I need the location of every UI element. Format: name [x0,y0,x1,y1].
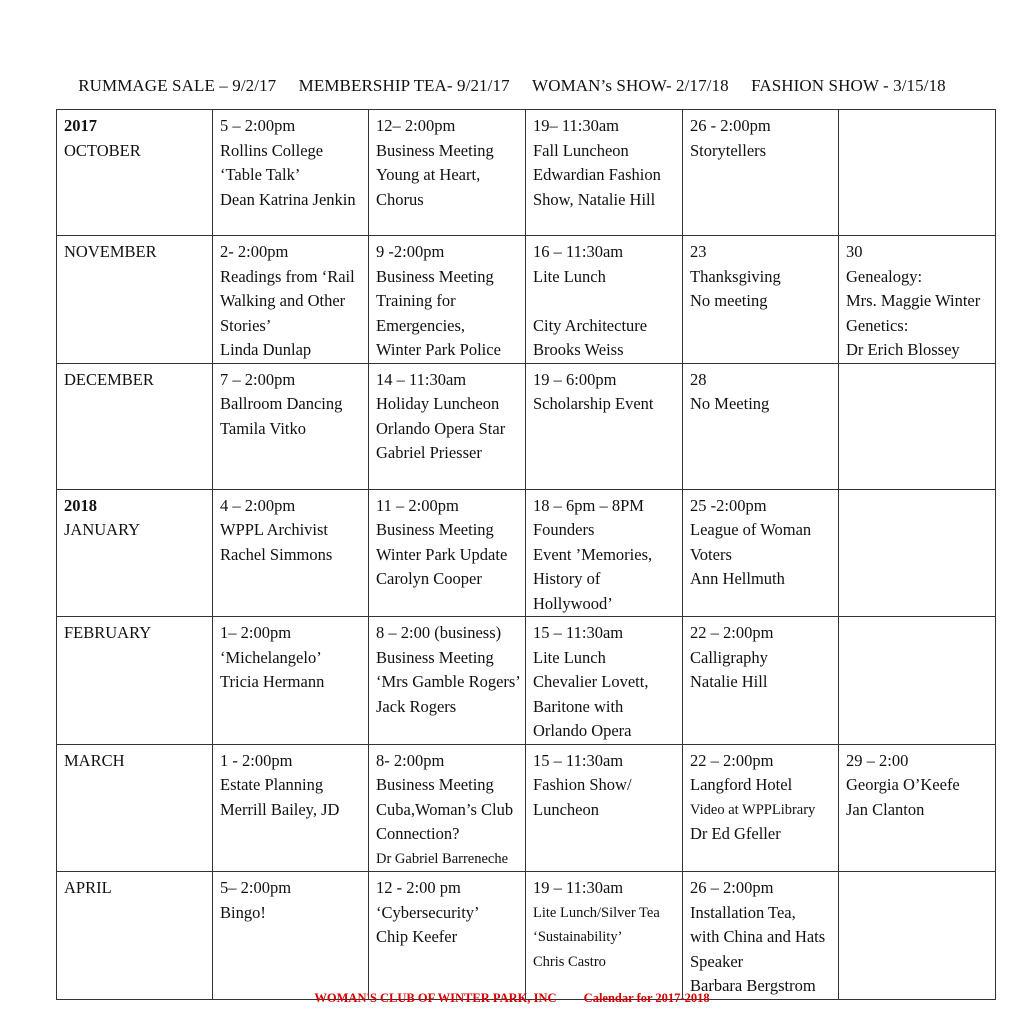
event-date-time: 19 – 6:00pm [533,369,617,389]
event-detail-line: Emergencies, [376,315,466,335]
calendar-table [56,109,996,1000]
event-detail-line: Winter Park Police [376,340,501,359]
event-detail-line: Jack Rogers [376,696,457,716]
event-cell [839,110,996,236]
year-label: 2017 [64,116,97,135]
event-detail-line: Stories’ [220,315,272,335]
event-detail-line: Langford Hotel [690,775,793,794]
month-label: APRIL [64,878,112,897]
event-detail-line: Jan Clanton [846,799,925,819]
event-detail-line: Business Meeting [376,520,494,539]
event-date-time: 11 – 2:00pm [376,495,459,515]
event-date-time: 16 – 11:30am [533,242,624,261]
event-detail-line: Orlando Opera Star [376,418,506,438]
event-date-time: 14 – 11:30am [376,369,467,389]
event-cell [839,617,996,745]
event-cell [683,872,839,1000]
event-cell [683,744,839,872]
event-cell [369,872,526,1000]
event-detail-line: Chris Castro [533,953,606,970]
month-cell [57,489,213,617]
event-detail-line: Mrs. Maggie Winter [846,291,981,310]
calendar-row [57,617,996,745]
event-cell [369,617,526,745]
event-detail-line: Chorus [376,189,424,209]
calendar-row [57,872,996,1000]
event-date-time: 30 [846,242,863,261]
event-detail-line: Calligraphy [690,647,768,667]
event-detail-line: Fashion Show/ [533,775,632,794]
event-detail-line: Luncheon [533,799,599,819]
event-date-time: 8- 2:00pm [376,750,445,770]
event-cell [369,110,526,236]
header-item: WOMAN’s SHOW- 2/17/18 [532,76,729,95]
event-date-time: 23 [690,242,707,261]
event-detail-line: Business Meeting [376,140,494,160]
event-date-time: 26 - 2:00pm [690,116,771,135]
month-cell [57,744,213,872]
event-detail-line: Chevalier Lovett, [533,672,649,691]
event-detail-line: Speaker [690,951,744,971]
event-cell [839,872,996,1000]
event-date-time: 1 - 2:00pm [220,750,293,770]
event-date-time: 5– 2:00pm [220,878,292,897]
event-date-time: 29 – 2:00 [846,750,909,770]
event-cell [213,617,369,745]
event-detail-line: Holiday Luncheon [376,394,500,413]
footer [0,991,1024,1006]
event-date-time: 19 – 11:30am [533,878,624,897]
event-detail-line: WPPL Archivist [220,520,329,539]
event-detail-line: Gabriel Priesser [376,443,482,462]
event-detail-line: Edwardian Fashion [533,165,661,184]
month-cell [57,617,213,745]
month-label: DECEMBER [64,369,154,389]
event-detail-line: Carolyn Cooper [376,569,482,588]
event-detail-line: Business Meeting [376,266,494,286]
month-label: OCTOBER [64,140,141,160]
event-date-time: 15 – 11:30am [533,623,624,642]
event-date-time: 18 – 6pm – 8PM [533,495,644,515]
event-detail-line: Training for [376,291,456,310]
event-date-time: 12– 2:00pm [376,116,456,135]
event-cell [526,236,683,364]
event-cell [369,744,526,872]
event-cell [526,617,683,745]
event-date-time: 22 – 2:00pm [690,623,774,642]
event-cell [683,110,839,236]
event-detail-line: Tricia Hermann [220,672,325,691]
event-detail-line: Genetics: [846,315,909,335]
event-cell [839,744,996,872]
month-label: NOVEMBER [64,242,157,261]
event-cell [526,744,683,872]
month-label: FEBRUARY [64,623,152,642]
event-detail-line: Linda Dunlap [220,340,312,359]
event-date-time: 1– 2:00pm [220,623,292,642]
event-date-time: 9 -2:00pm [376,242,445,261]
month-cell [57,872,213,1000]
event-date-time: 5 – 2:00pm [220,116,296,135]
event-date-time: 28 [690,369,707,389]
event-cell [526,363,683,489]
event-date-time: 22 – 2:00pm [690,750,774,770]
month-label: MARCH [64,750,125,770]
event-cell [213,872,369,1000]
event-detail-line: Barbara Bergstrom [690,976,816,995]
month-cell [57,110,213,236]
event-detail-line: ‘Sustainability’ [533,929,623,945]
event-detail-line: Business Meeting [376,647,494,667]
event-detail-line: Orlando Opera [533,721,632,740]
event-cell [839,489,996,617]
event-detail-line: Estate Planning [220,775,324,794]
event-detail-line: Storytellers [690,140,767,160]
event-cell [683,363,839,489]
event-date-time: 25 -2:00pm [690,495,767,515]
event-cell [213,236,369,364]
event-detail-line: Dean Katrina Jenkin [220,189,356,209]
calendar-row [57,489,996,617]
event-detail-line: Rachel Simmons [220,544,333,564]
event-detail-line: Event ’Memories, [533,544,653,564]
event-cell [526,872,683,1000]
event-detail-line: History of [533,569,601,588]
event-detail-line: Dr Ed Gfeller [690,824,781,843]
event-detail-line: Ann Hellmuth [690,569,785,588]
event-detail-line: Dr Gabriel Barreneche [376,850,509,867]
event-detail-line: ‘Mrs Gamble Rogers’ [376,672,521,691]
event-date-time: 4 – 2:00pm [220,495,296,515]
event-detail-line: Dr Erich Blossey [846,340,960,359]
event-detail-line: Tamila Vitko [220,418,306,438]
event-detail-line: Cuba,Woman’s Club [376,799,514,819]
event-detail-line: Georgia O’Keefe [846,775,960,794]
event-cell [213,363,369,489]
month-cell [57,236,213,364]
event-detail-line: Thanksgiving [690,266,781,286]
event-detail-line: Scholarship Event [533,394,654,413]
calendar-body [57,110,996,1000]
event-cell [683,617,839,745]
event-detail-line: Readings from ‘Rail [220,266,355,286]
event-detail-line: Bingo! [220,902,266,922]
event-date-time: 12 - 2:00 pm [376,878,461,897]
month-cell [57,363,213,489]
event-cell [839,363,996,489]
event-date-time: 19– 11:30am [533,116,620,135]
event-detail-line: Genealogy: [846,266,923,286]
event-date-time: 2- 2:00pm [220,242,289,261]
event-detail-line: Lite Lunch [533,266,606,286]
event-detail-line: Founders [533,520,595,539]
event-cell [683,489,839,617]
event-detail-line: ‘Table Talk’ [220,165,301,184]
event-date-time: 7 – 2:00pm [220,369,296,389]
event-date-time: 8 – 2:00 (business) [376,623,502,642]
event-date-time: 26 – 2:00pm [690,878,774,897]
event-detail-line: Fall Luncheon [533,140,629,160]
event-detail-line: Lite Lunch/Silver Tea [533,904,660,921]
event-detail-line: Winter Park Update [376,544,508,564]
event-detail-line: Lite Lunch [533,647,606,667]
year-label: 2018 [64,495,97,515]
event-detail-line: City Architecture [533,315,648,335]
spacer [533,289,675,314]
calendar-row [57,236,996,364]
event-cell [369,236,526,364]
event-cell [369,363,526,489]
event-detail-line: Natalie Hill [690,672,768,691]
event-detail-line: No meeting [690,291,768,310]
event-detail-line: Installation Tea, [690,902,796,922]
header-item: MEMBERSHIP TEA- 9/21/17 [298,76,510,95]
event-cell [683,236,839,364]
header-item: RUMMAGE SALE – 9/2/17 [78,76,277,95]
event-detail-line: League of Woman [690,520,812,539]
event-summary-header [0,76,1024,96]
event-cell [526,489,683,617]
event-detail-line: Brooks Weiss [533,340,624,359]
event-cell [369,489,526,617]
event-detail-line: Baritone with [533,696,624,716]
event-detail-line: Rollins College [220,140,324,160]
event-detail-line: Young at Heart, [376,165,481,184]
event-date-time: 15 – 11:30am [533,750,624,770]
calendar-row [57,744,996,872]
event-cell [839,236,996,364]
event-detail-line: ‘Michelangelo’ [220,647,322,667]
event-detail-line: No Meeting [690,394,770,413]
event-detail-line: Video at WPPLibrary [690,801,816,818]
event-detail-line: Connection? [376,824,460,843]
event-detail-line: Walking and Other [220,291,346,310]
event-detail-line: Show, Natalie Hill [533,189,656,209]
month-label: JANUARY [64,520,141,539]
event-detail-line: Merrill Bailey, JD [220,799,340,819]
event-detail-line: Chip Keefer [376,927,458,946]
calendar-row [57,363,996,489]
event-cell [526,110,683,236]
event-detail-line: Voters [690,544,732,564]
event-cell [213,744,369,872]
event-cell [213,489,369,617]
event-detail-line: ‘Cybersecurity’ [376,902,480,922]
event-detail-line: Hollywood’ [533,593,613,613]
footer-org: WOMAN'S CLUB OF WINTER PARK, INC [314,991,557,1005]
header-item: FASHION SHOW - 3/15/18 [751,76,946,95]
footer-calendar: Calendar for 2017-2018 [583,991,710,1005]
event-detail-line: with China and Hats [690,927,826,946]
event-cell [213,110,369,236]
calendar-row [57,110,996,236]
event-detail-line: Ballroom Dancing [220,394,343,413]
event-detail-line: Business Meeting [376,775,494,794]
